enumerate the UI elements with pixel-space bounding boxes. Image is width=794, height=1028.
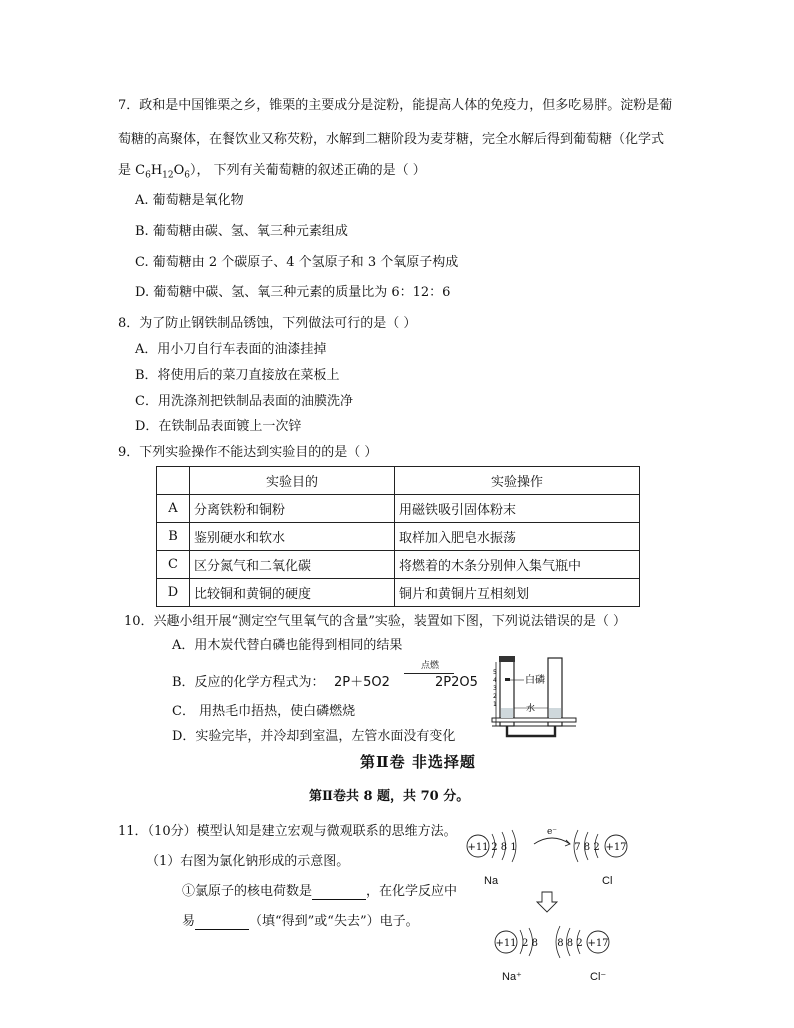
q11-sub1: （1）右图为氯化钠形成的示意图。 [146,854,350,869]
table-header-op: 实验操作 [395,467,640,495]
q7-option-d: D. 葡萄糖中碳、氢、氧三种元素的质量比为 6：12：6 [135,285,451,300]
label-phosphorus: 白磷 [525,675,545,686]
q7-line3: 是 $C_6H_{12}O_6$）， 下列有关葡萄糖的叙述正确的是（ ） [118,163,426,181]
q8-option-c: C．用洗涤剂把铁制品表面的油膜洗净 [135,394,353,409]
equation-rhs: 2P2O5 [435,675,478,690]
na-ion-label: Na⁺ [502,971,522,983]
row-aim: 区分氮气和二氧化碳 [190,551,395,579]
row-label: A [157,495,190,523]
row-op: 铜片和黄铜片互相刻划 [395,579,640,607]
q10-stem: 10．兴趣小组开展“测定空气里氧气的含量”实验，装置如下图，下列说法错误的是（ ） [124,614,626,629]
na-shells: 2 8 1 [491,842,517,853]
scale-4: 4 [493,677,497,684]
q11-stem: 11．（10分）模型认知是建立宏观与微观联系的思维方法。 [118,824,457,839]
na-nucleus: +11 [467,842,489,853]
row-aim: 比较铜和黄铜的硬度 [190,579,395,607]
table-header-blank [157,467,190,495]
q10-option-b: B．反应的化学方程式为： [172,675,325,690]
q8-option-d: D．在铁制品表面镀上一次锌 [135,419,302,434]
part2-title: 第Ⅱ卷 非选择题 [360,753,476,771]
q7-option-a: A. 葡萄糖是氧化物 [135,193,244,208]
cl-label: Cl [602,875,613,887]
table-row [157,523,640,551]
table-header-row [157,467,640,495]
row-label: C [157,551,190,579]
q8-stem: 8．为了防止钢铁制品锈蚀，下列做法可行的是（ ） [118,316,417,331]
na-ion-shells: 2 8 [522,938,538,949]
label-water: 水 [526,704,536,714]
table-row [157,495,640,523]
q10-option-d: D．实验完毕，并冷却到室温，左管水面没有变化 [172,729,456,744]
down-arrow-icon [537,892,557,912]
scale-2: 2 [493,693,497,700]
cl-shells: 7 8 2 [574,842,600,853]
part2-subtitle: 第Ⅱ卷共 8 题，共 70 分。 [309,789,470,804]
na-label: Na [484,875,499,887]
row-aim: 分离铁粉和铜粉 [190,495,395,523]
cl-ion-shells: 8 8 2 [557,938,583,949]
row-op: 将燃着的木条分别伸入集气瓶中 [395,551,640,579]
equation-arrow-line [404,673,454,674]
q10-option-a: A．用木炭代替白磷也能得到相同的结果 [172,638,403,653]
row-label: B [157,523,190,551]
equation-lhs: 2P＋5O2 [334,675,390,690]
scale-3: 3 [493,685,497,692]
scale-5: 5 [493,669,497,676]
q11-blank2-line: 易 （填“得到”或“失去”）电子。 [182,914,419,929]
scale-1: 1 [493,701,497,708]
q7-option-b: B. 葡萄糖由碳、氢、氧三种元素组成 [135,224,348,239]
q7-option-c: C. 葡萄糖由 2 个碳原子、4 个氢原子和 3 个氧原子构成 [135,255,459,270]
row-op: 用磁铁吸引固体粉末 [395,495,640,523]
answer-blank-1[interactable] [312,887,366,900]
row-label: D [157,579,190,607]
answer-blank-2[interactable] [195,917,249,930]
q7-line2: 萄糖的高聚体，在餐饮业又称芡粉，水解到二糖阶段为麦芽糖，完全水解后得到葡萄糖（化学式 [118,132,665,147]
q9-table [156,466,640,607]
q8-option-a: A．用小刀自行车表面的油漆挂掉 [135,342,327,357]
q10-option-c: C． 用热毛巾捂热，使白磷燃烧 [172,704,356,719]
cl-nucleus: +17 [605,842,627,853]
electron-label: e⁻ [546,827,558,837]
cl-ion-label: Cl⁻ [590,971,607,983]
q11-blank1-line: ①氯原子的核电荷数是 ，在化学反应中 [182,884,458,899]
row-aim: 鉴别硬水和软水 [190,523,395,551]
row-op: 取样加入肥皂水振荡 [395,523,640,551]
table-row [157,579,640,607]
na-ion-nucleus: +11 [495,938,517,949]
q7-line1: 7．政和是中国锥栗之乡，锥栗的主要成分是淀粉，能提高人体的免疫力，但多吃易胖。淀粉是葡 [118,98,673,113]
cl-ion-nucleus: +17 [587,938,609,949]
equation-condition: 点燃 [420,661,439,671]
apparatus-diagram [490,652,580,740]
table-row [157,551,640,579]
nacl-formation-diagram [462,822,642,992]
q9-stem: 9．下列实验操作不能达到实验目的的是（ ） [118,445,378,460]
table-header-aim: 实验目的 [190,467,395,495]
q8-option-b: B．将使用后的菜刀直接放在菜板上 [135,368,340,383]
